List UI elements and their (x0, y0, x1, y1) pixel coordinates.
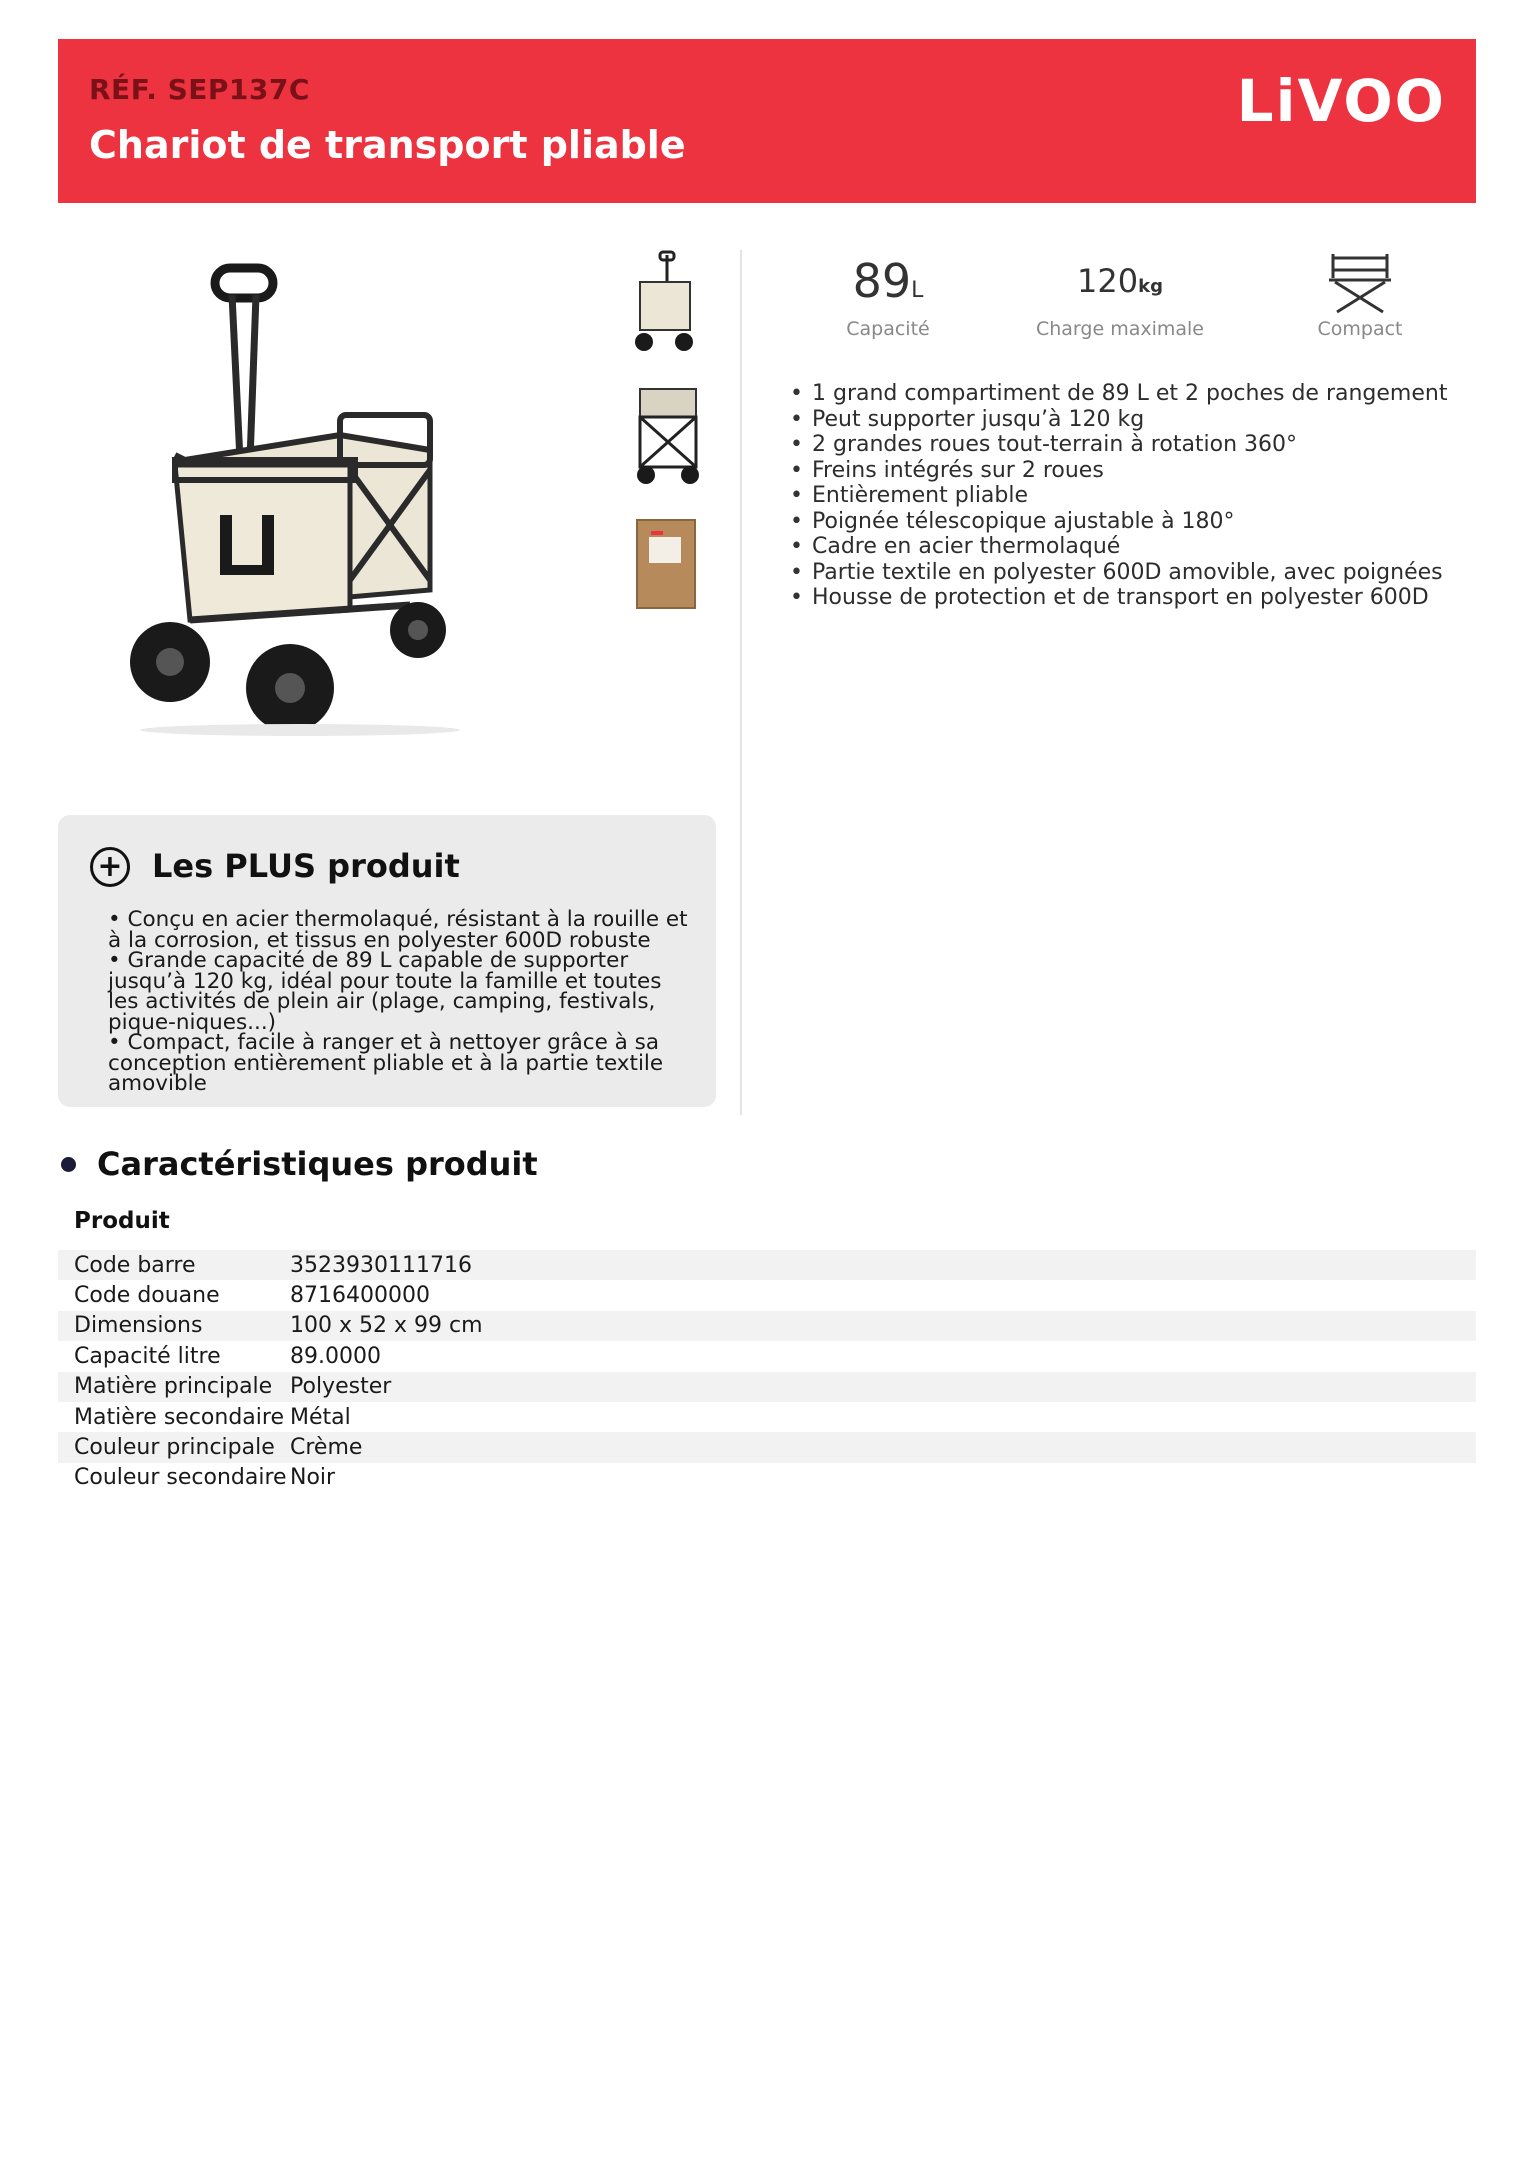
row-label: Code douane (74, 1283, 220, 1309)
characteristics-table (58, 1250, 1476, 1493)
table-row (58, 1341, 1476, 1371)
column-divider (740, 250, 742, 1115)
row-label: Couleur secondaire (74, 1465, 287, 1491)
feature-list (790, 381, 1470, 611)
product-reference: RÉF. SEP137C (89, 73, 310, 106)
table-row (58, 1280, 1476, 1310)
feature-item: • Freins intégrés sur 2 roues (790, 458, 1470, 484)
table-row (58, 1432, 1476, 1462)
spec-max-load-value: 120kg (1077, 262, 1163, 300)
plus-circle-icon: + (90, 847, 130, 887)
row-value: Crème (290, 1435, 363, 1461)
table-row (58, 1372, 1476, 1402)
product-thumbnail-front[interactable] (604, 250, 719, 365)
spec-capacity-label: Capacité (846, 318, 930, 340)
plus-item: • Compact, facile à ranger et à nettoyer grâce à sa conception entièrement pliable et à la partie textile amovible (108, 1030, 664, 1096)
section-bullet-icon (61, 1157, 76, 1172)
row-value: 3523930111716 (290, 1252, 472, 1278)
feature-item: • Cadre en acier thermolaqué (790, 534, 1470, 560)
table-row (58, 1402, 1476, 1432)
folding-chair-icon (1260, 250, 1460, 312)
plus-item: • Grande capacité de 89 L capable de supporter jusqu’à 120 kg, idéal pour toute la famille et toutes les activités de plein air (plage, camping, festivals, pique-niques...) (108, 948, 662, 1035)
product-thumbnail-folded[interactable] (604, 385, 719, 500)
plus-item: • Conçu en acier thermolaqué, résistant à la rouille et à la corrosion, et tissus en polyester 600D robuste (108, 907, 688, 953)
product-thumbnail-packaging[interactable] (604, 515, 719, 630)
product-title: Chariot de transport pliable (89, 123, 686, 167)
feature-item: • Entièrement pliable (790, 483, 1470, 509)
plus-text (108, 907, 688, 1096)
row-value: 100 x 52 x 99 cm (290, 1313, 483, 1339)
characteristics-title: Caractéristiques produit (97, 1145, 538, 1183)
row-value: Noir (290, 1465, 336, 1491)
spec-capacity (788, 250, 988, 340)
feature-item: • Partie textile en polyester 600D amovible, avec poignées (790, 560, 1470, 586)
table-row (58, 1463, 1476, 1493)
table-row (58, 1250, 1476, 1280)
spec-compact-label: Compact (1317, 318, 1403, 340)
feature-item: • 1 grand compartiment de 89 L et 2 poches de rangement (790, 381, 1470, 407)
feature-item: • Housse de protection et de transport en polyester 600D (790, 585, 1470, 611)
header-banner (58, 39, 1476, 203)
row-value: Métal (290, 1404, 351, 1430)
row-label: Code barre (74, 1252, 196, 1278)
product-main-image (90, 250, 510, 740)
row-value: 89.0000 (290, 1343, 381, 1369)
plus-produit-box (58, 815, 716, 1107)
row-label: Capacité litre (74, 1343, 221, 1369)
characteristics-section-label: Produit (74, 1208, 170, 1234)
row-label: Matière secondaire (74, 1404, 284, 1430)
feature-item: • Poignée télescopique ajustable à 180° (790, 509, 1470, 535)
row-value: Polyester (290, 1374, 392, 1400)
row-label: Couleur principale (74, 1435, 275, 1461)
row-label: Dimensions (74, 1313, 203, 1339)
row-value: 8716400000 (290, 1283, 430, 1309)
spec-compact (1260, 250, 1460, 340)
feature-item: • 2 grandes roues tout-terrain à rotation 360° (790, 432, 1470, 458)
plus-title: Les PLUS produit (152, 847, 460, 885)
spec-max-load-label: Charge maximale (1035, 318, 1204, 340)
spec-capacity-value: 89L (852, 254, 924, 308)
table-row (58, 1311, 1476, 1341)
spec-max-load (1020, 250, 1220, 340)
row-label: Matière principale (74, 1374, 273, 1400)
feature-item: • Peut supporter jusqu’à 120 kg (790, 407, 1470, 433)
brand-logo: LiVOO (1236, 67, 1446, 135)
